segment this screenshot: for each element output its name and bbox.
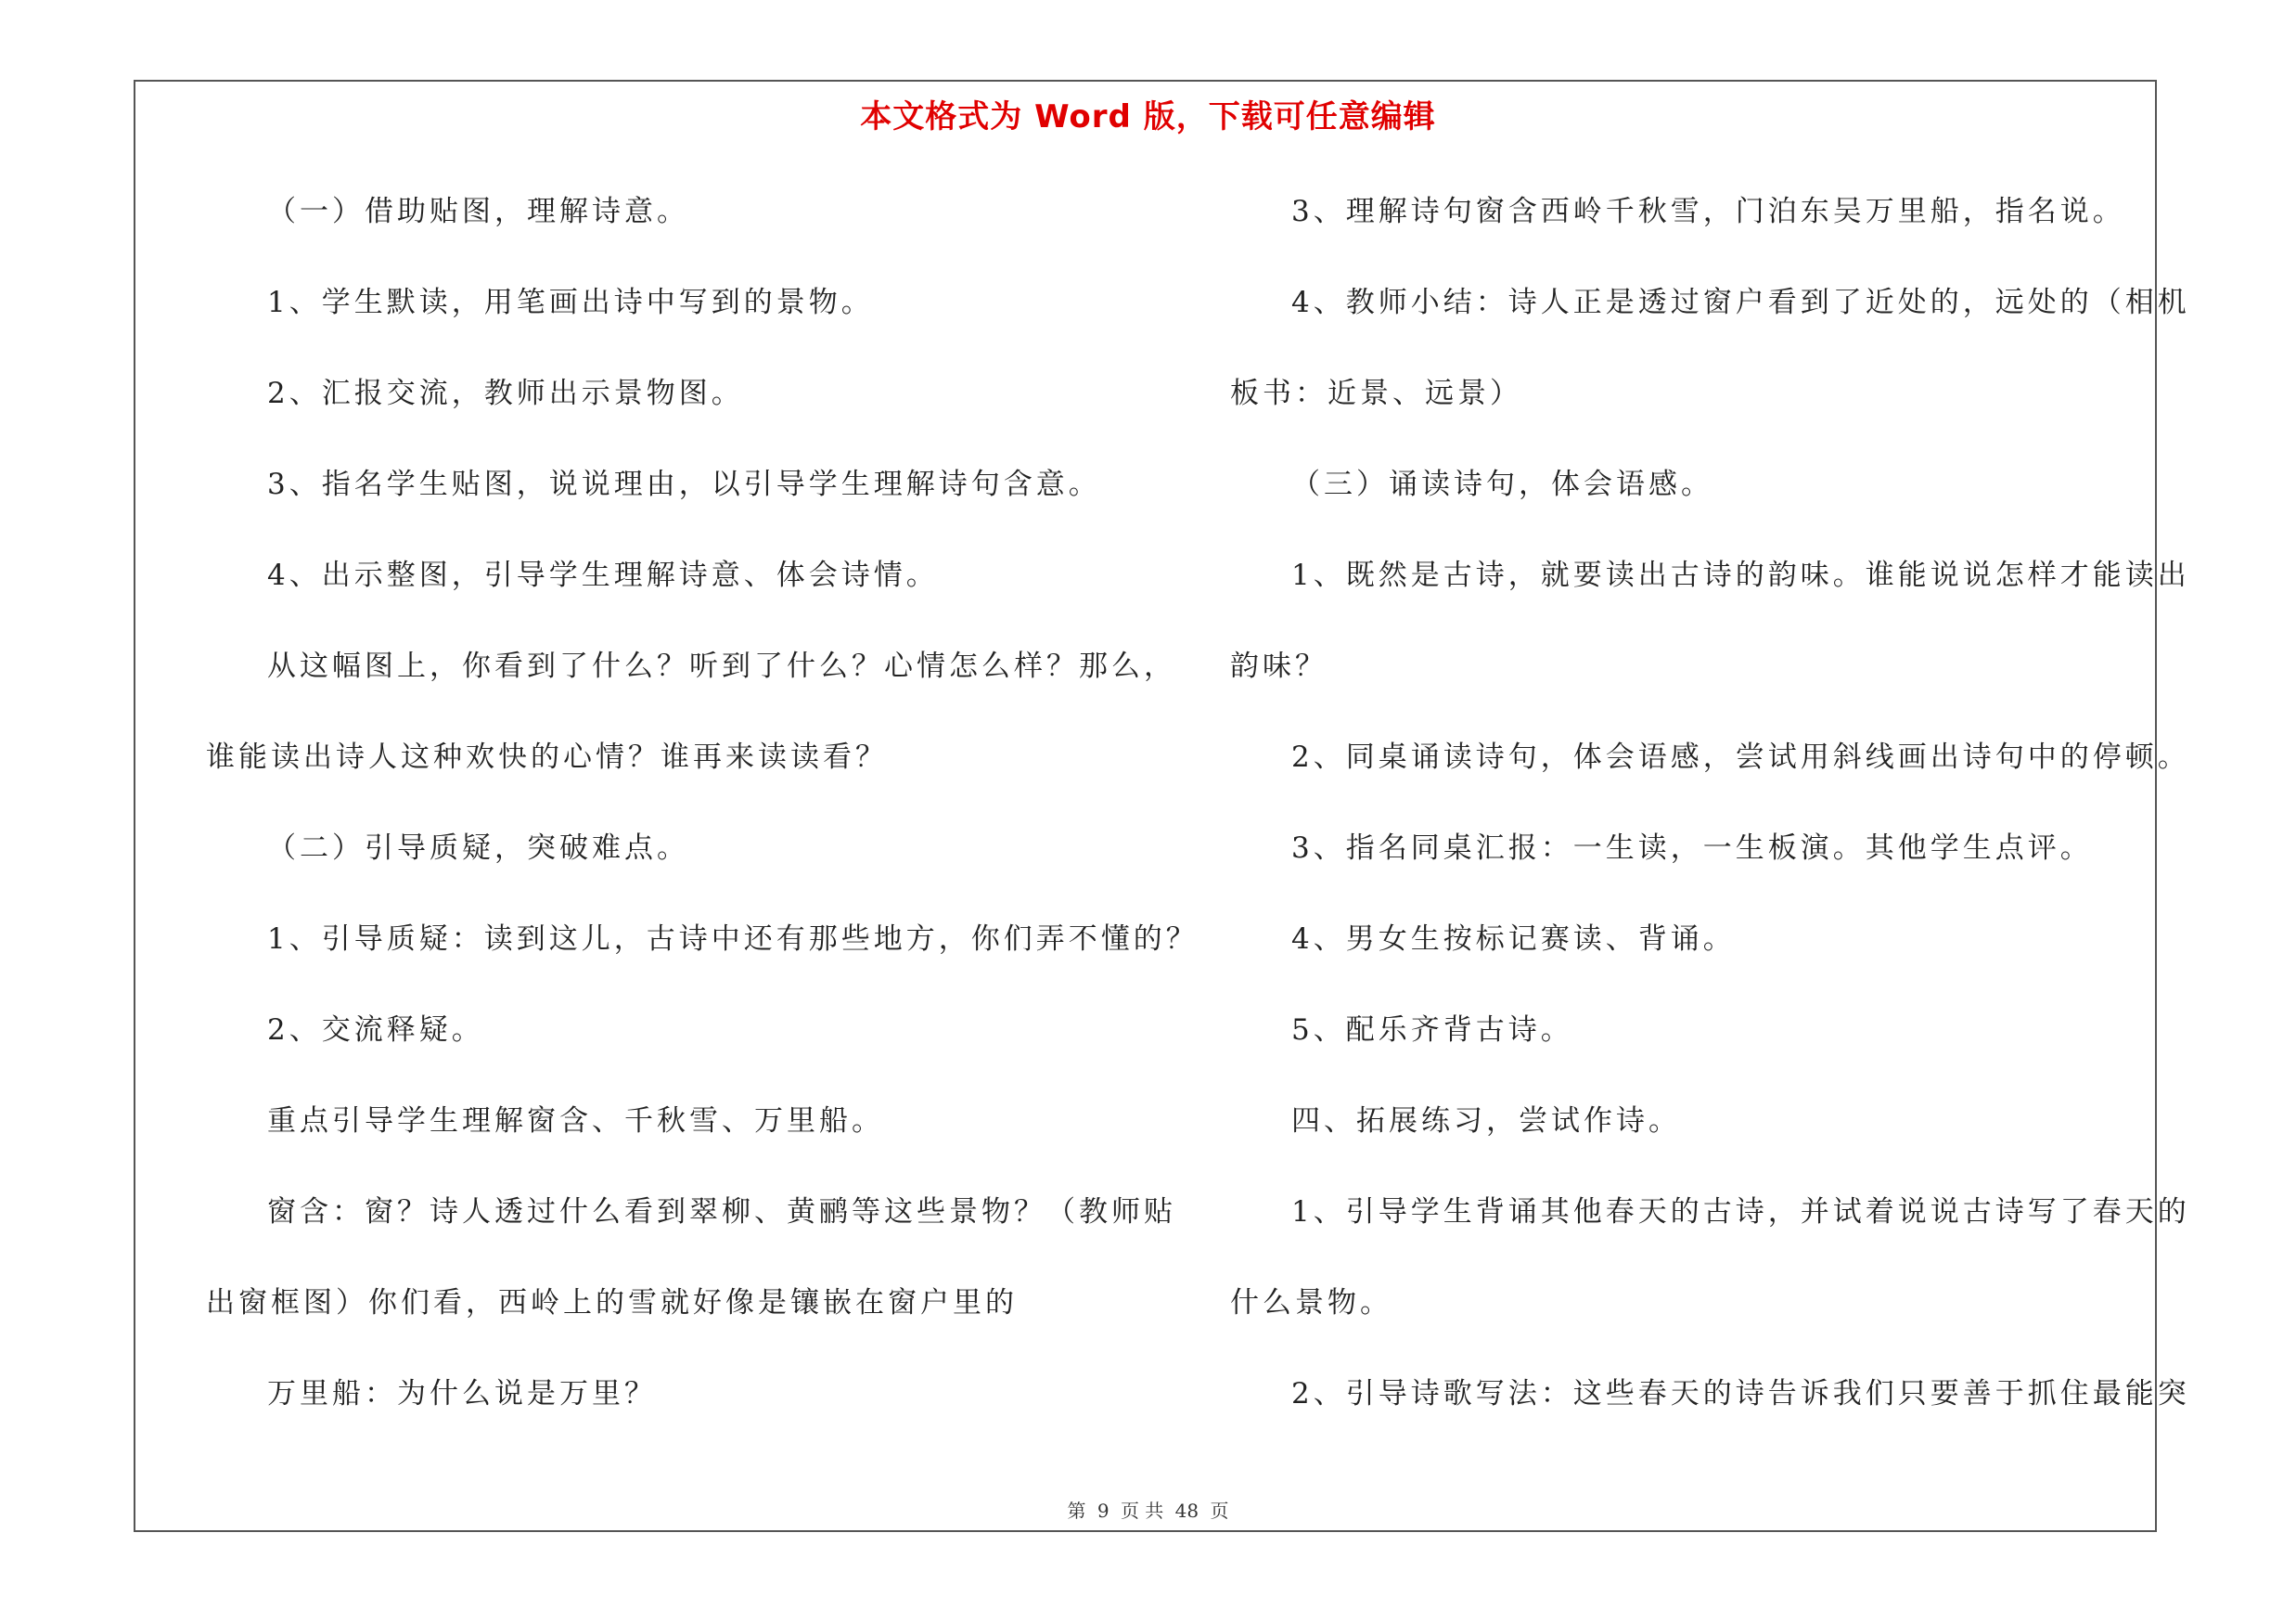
paragraph-line: （三）诵读诗句，体会语感。 (1291, 468, 1713, 501)
paragraph-line: 3、理解诗句窗含西岭千秋雪，门泊东吴万里船，指名说。 (1291, 195, 2125, 228)
paragraph-line: 从这幅图上，你看到了什么？听到了什么？心情怎么样？那么， (267, 650, 1176, 683)
paragraph-line: 3、指名学生贴图，说说理由，以引导学生理解诗句含意。 (267, 468, 1101, 501)
footer-prefix: 第 (1067, 1500, 1086, 1522)
paragraph-line: 窗含：窗？诗人透过什么看到翠柳、黄鹂等这些景物？（教师贴 (267, 1195, 1176, 1229)
paragraph-line: 韵味？ (1230, 650, 1328, 683)
paragraph-line: 4、教师小结：诗人正是透过窗户看到了近处的，远处的（相机 (1291, 286, 2190, 319)
paragraph-line: 2、汇报交流，教师出示景物图。 (267, 377, 744, 410)
paragraph-line: 1、引导质疑：读到这儿，古诗中还有那些地方，你们弄不懂的？ (267, 922, 1199, 956)
paragraph-line: 2、同桌诵读诗句，体会语感，尝试用斜线画出诗句中的停顿。 (1291, 741, 2190, 774)
paragraph-line: 板书：近景、远景） (1230, 377, 1522, 410)
paragraph-line: 出窗框图）你们看，西岭上的雪就好像是镶嵌在窗户里的 (206, 1286, 1018, 1320)
paragraph-line: 1、既然是古诗，就要读出古诗的韵味。谁能说说怎样才能读出 (1291, 559, 2190, 592)
paragraph-line: 4、男女生按标记赛读、背诵。 (1291, 922, 1736, 956)
footer-middle: 页 共 (1120, 1500, 1164, 1522)
paragraph-line: 3、指名同桌汇报：一生读，一生板演。其他学生点评。 (1291, 831, 2093, 865)
paragraph-line: 四、拓展练习，尝试作诗。 (1291, 1104, 1681, 1138)
paragraph-line: 万里船：为什么说是万里？ (267, 1377, 657, 1410)
paragraph-line: 5、配乐齐背古诗。 (1291, 1013, 1573, 1047)
paragraph-line: 1、引导学生背诵其他春天的古诗，并试着说说古诗写了春天的 (1291, 1195, 2190, 1229)
header-banner: 本文格式为 Word 版，下载可任意编辑 (860, 98, 1436, 135)
footer-total-pages: 48 (1174, 1500, 1199, 1522)
paragraph-line: （一）借助贴图，理解诗意。 (267, 195, 689, 228)
paragraph-line: 4、出示整图，引导学生理解诗意、体会诗情。 (267, 559, 939, 592)
paragraph-line: 2、引导诗歌写法：这些春天的诗告诉我们只要善于抓住最能突 (1291, 1377, 2190, 1410)
paragraph-line: 1、学生默读，用笔画出诗中写到的景物。 (267, 286, 874, 319)
footer-suffix: 页 (1210, 1500, 1229, 1522)
paragraph-line: （二）引导质疑，突破难点。 (267, 831, 689, 865)
paragraph-line: 什么景物。 (1230, 1286, 1392, 1320)
paragraph-line: 2、交流释疑。 (267, 1013, 484, 1047)
page-footer (0, 1496, 2296, 1523)
footer-page-number: 9 (1097, 1500, 1110, 1522)
paragraph-line: 谁能读出诗人这种欢快的心情？谁再来读读看？ (206, 741, 888, 774)
paragraph-line: 重点引导学生理解窗含、千秋雪、万里船。 (267, 1104, 884, 1138)
